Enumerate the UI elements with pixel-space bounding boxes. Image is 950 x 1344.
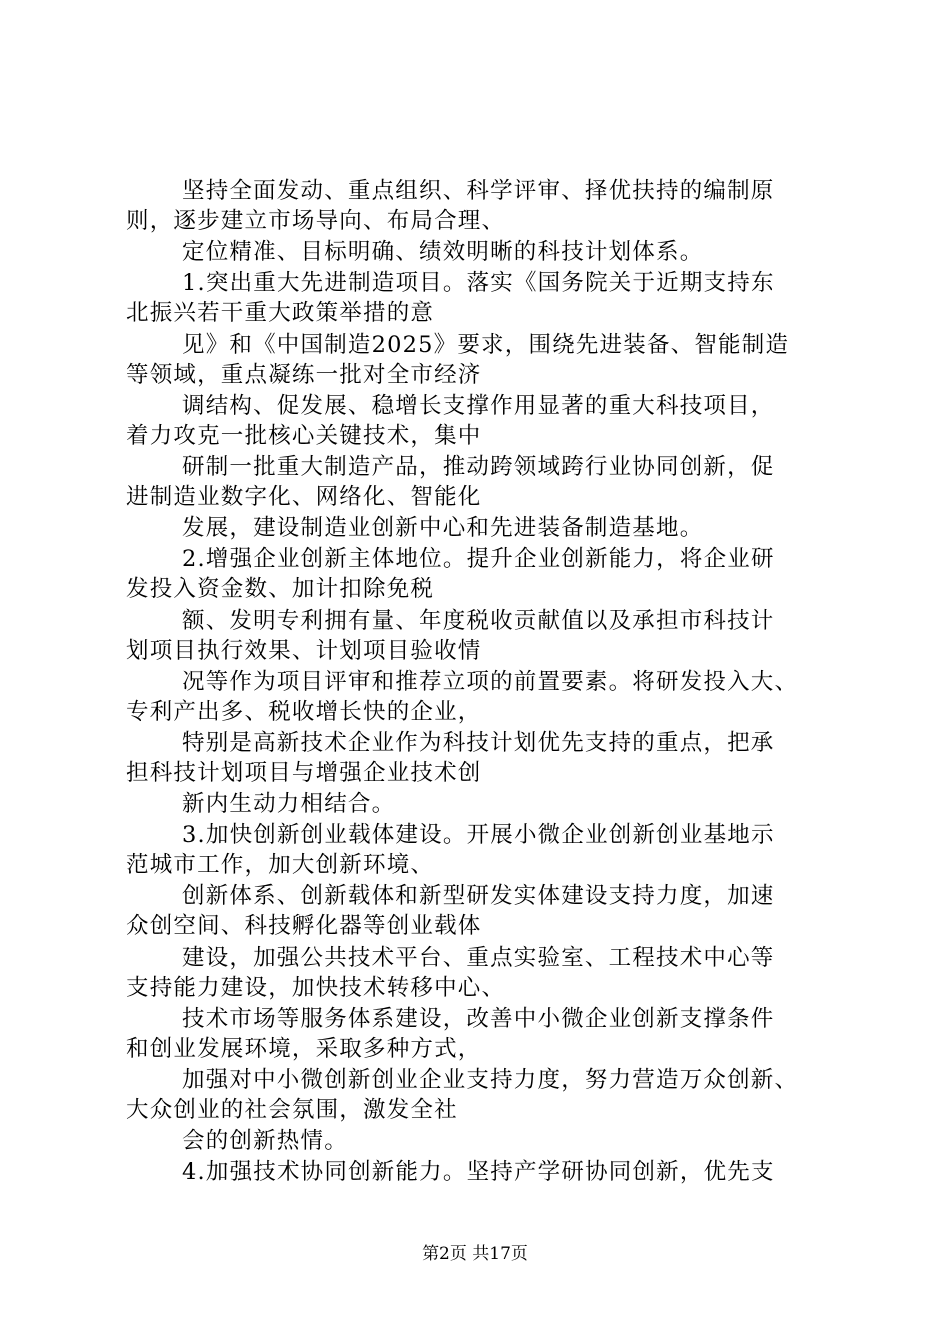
text-line: 着力攻克一批核心关键技术，集中 [126, 423, 482, 449]
text-line: 特别是高新技术企业作为科技计划优先支持的重点，把承 [182, 730, 775, 756]
text-line: 创新体系、创新载体和新型研发实体建设支持力度，加速 [182, 883, 775, 909]
text-line: 新内生动力相结合。 [182, 791, 396, 817]
text-line: 加强对中小微创新创业企业支持力度，努力营造万众创新、 [182, 1067, 799, 1093]
text-line: 划项目执行效果、计划项目验收情 [126, 638, 482, 664]
text-line: 2.增强企业创新主体地位。提升企业创新能力，将企业研 [182, 546, 775, 572]
text-line: 技术市场等服务体系建设，改善中小微企业创新支撑条件 [182, 1006, 775, 1032]
text-line: 额、发明专利拥有量、年度税收贡献值以及承担市科技计 [182, 608, 775, 634]
text-line: 支持能力建设，加快技术转移中心、 [126, 975, 506, 1001]
text-line: 坚持全面发动、重点组织、科学评审、择优扶持的编制原 [182, 178, 775, 204]
text-line: 和创业发展环境，采取多种方式， [126, 1036, 482, 1062]
text-line: 众创空间、科技孵化器等创业载体 [126, 913, 482, 939]
text-line: 等领域，重点凝练一批对全市经济 [126, 362, 482, 388]
text-line: 4.加强技术协同创新能力。坚持产学研协同创新，优先支 [182, 1159, 775, 1185]
text-line: 定位精准、目标明确、绩效明晰的科技计划体系。 [182, 239, 704, 265]
text-line: 调结构、促发展、稳增长支撑作用显著的重大科技项目， [182, 393, 775, 419]
text-line: 1.突出重大先进制造项目。落实《国务院关于近期支持东 [182, 270, 775, 296]
text-line: 北振兴若干重大政策举措的意 [126, 300, 435, 326]
text-line: 研制一批重大制造产品，推动跨领域跨行业协同创新，促 [182, 454, 775, 480]
text-line: 发展，建设制造业创新中心和先进装备制造基地。 [182, 515, 704, 541]
text-line: 则，逐步建立市场导向、布局合理、 [126, 208, 506, 234]
text-line: 3.加快创新创业载体建设。开展小微企业创新创业基地示 [182, 822, 775, 848]
text-line: 建设，加强公共技术平台、重点实验室、工程技术中心等 [182, 945, 775, 971]
text-line: 进制造业数字化、网络化、智能化 [126, 484, 482, 510]
text-line: 担科技计划项目与增强企业技术创 [126, 760, 482, 786]
text-line: 大众创业的社会氛围，激发全社 [126, 1097, 458, 1123]
text-line: 会的创新热情。 [182, 1128, 348, 1154]
page-number-footer: 第2页 共17页 [422, 1244, 528, 1264]
text-line: 发投入资金数、加计扣除免税 [126, 576, 435, 602]
text-line: 专利产出多、税收增长快的企业， [126, 699, 482, 725]
text-line: 范城市工作，加大创新环境、 [126, 852, 435, 878]
text-line: 见》和《中国制造2025》要求，围绕先进装备、智能制造 [182, 332, 790, 358]
text-line: 况等作为项目评审和推荐立项的前置要素。将研发投入大、 [182, 669, 799, 695]
